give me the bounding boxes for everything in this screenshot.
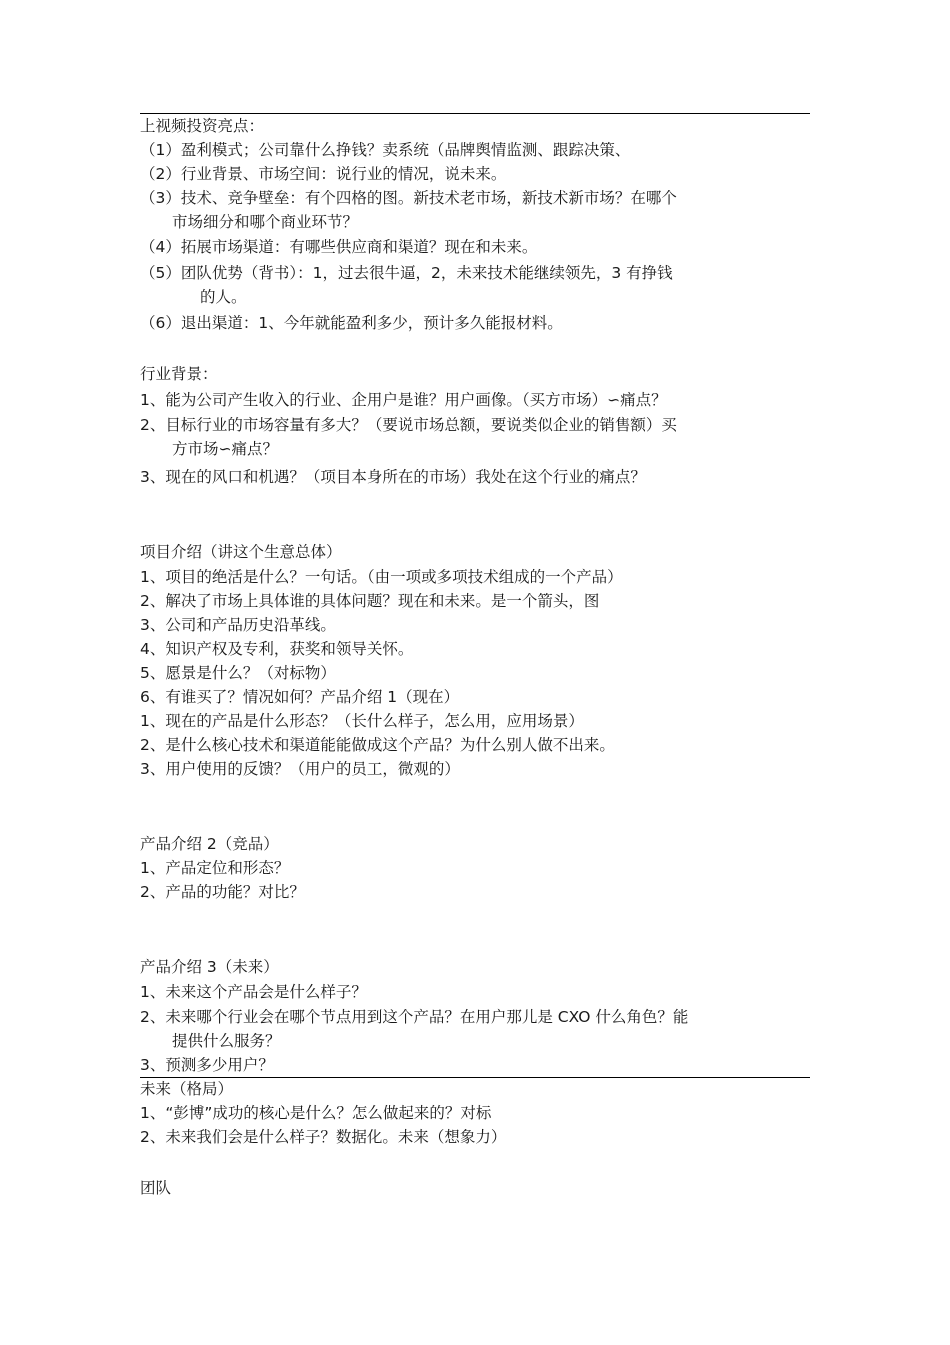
list-item: 2、未来我们会是什么样子？数据化。未来（想象力） [140,1128,507,1146]
section-heading-future: 未来（格局） [140,1080,234,1098]
list-item: 1、“彭博”成功的核心是什么？怎么做起来的？对标 [140,1104,492,1122]
list-item: 2、未来哪个行业会在哪个节点用到这个产品？在用户那儿是 CXO 什么角色？能 [140,1008,689,1026]
list-item: 5、愿景是什么？（对标物） [140,664,336,682]
list-item: （5）团队优势（背书）：1，过去很牛逼，2，未来技术能继续领先，3 有挣钱 [140,264,673,282]
list-item-continuation: 市场细分和哪个商业环节？ [172,213,359,231]
list-item-continuation: 的人。 [200,288,247,306]
section-heading-project: 项目介绍（讲这个生意总体） [140,543,342,561]
list-item: 3、公司和产品历史沿革线。 [140,616,336,634]
list-item: 1、产品定位和形态？ [140,859,290,877]
list-item-continuation: 方市场∽痛点？ [172,440,278,458]
list-item: （4）拓展市场渠道：有哪些供应商和渠道？现在和未来。 [140,238,538,256]
list-item: 3、用户使用的反馈？（用户的员工，微观的） [140,760,460,778]
list-item: 1、未来这个产品会是什么样子？ [140,983,367,1001]
section-heading-team: 团队 [140,1179,172,1197]
list-item: 3、现在的风口和机遇？（项目本身所在的市场）我处在这个行业的痛点？ [140,468,646,486]
list-item: 6、有谁买了？情况如何？产品介绍 1（现在） [140,688,460,706]
list-item: （3）技术、竞争壁垒：有个四格的图。新技术老市场，新技术新市场？在哪个 [140,189,677,207]
section-heading-product-2: 产品介绍 2（竞品） [140,835,279,853]
list-item: 2、是什么核心技术和渠道能能做成这个产品？为什么别人做不出来。 [140,736,615,754]
list-item: 2、解决了市场上具体谁的具体问题？现在和未来。是一个箭头，图 [140,592,600,610]
list-item: 4、知识产权及专利，获奖和领导关怀。 [140,640,414,658]
list-item: 2、目标行业的市场容量有多大？（要说市场总额，要说类似企业的销售额）买 [140,416,677,434]
section-heading-product-3: 产品介绍 3（未来） [140,958,279,976]
list-item-continuation: 提供什么服务？ [172,1032,281,1050]
list-item: 2、产品的功能？对比？ [140,883,305,901]
list-item: 1、项目的绝活是什么？一句话。（由一项或多项技术组成的一个产品） [140,568,623,586]
section-heading-highlights: 上视频投资亮点： [140,117,265,135]
section-heading-industry: 行业背景： [140,365,218,383]
list-item: 1、现在的产品是什么形态？（长什么样子，怎么用，应用场景） [140,712,584,730]
list-item: 1、能为公司产生收入的行业、企用户是谁？用户画像。（买方市场）∽痛点？ [140,391,667,409]
list-item: （1）盈利模式；公司靠什么挣钱？卖系统（品牌舆情监测、跟踪决策、 [140,141,631,159]
list-item: （2）行业背景、市场空间：说行业的情况，说未来。 [140,165,507,183]
list-item: （6）退出渠道：1、今年就能盈利多少，预计多久能报材料。 [140,314,563,332]
list-item: 3、预测多少用户？ [140,1056,274,1074]
